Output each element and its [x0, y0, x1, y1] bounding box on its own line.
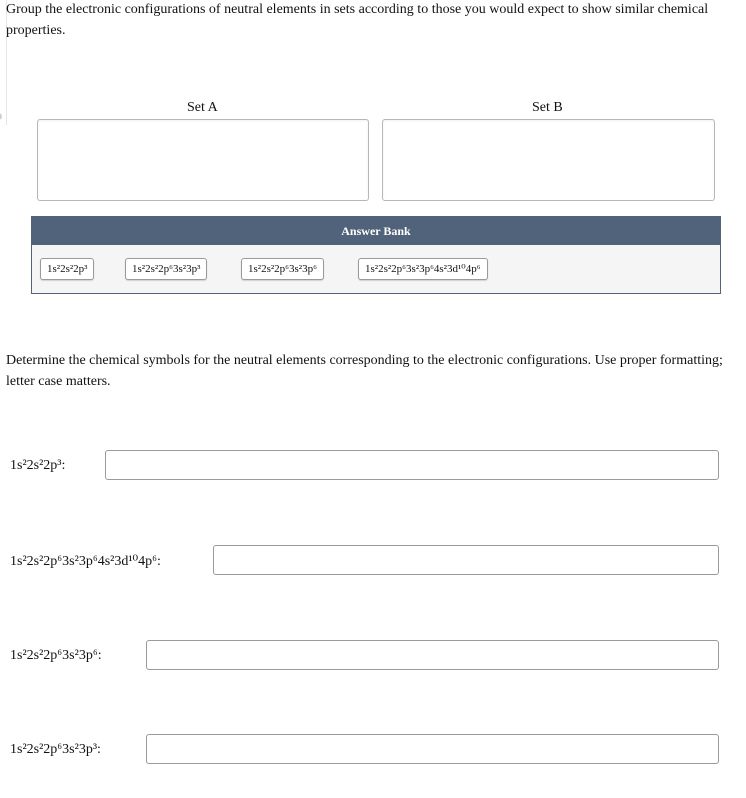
answer-bank-title: Answer Bank: [32, 217, 720, 245]
answer-bank-items: [32, 245, 720, 293]
answer-chip[interactable]: 1s²2s²2p⁶3s²3p⁶4s²3d¹⁰4p⁶: [358, 258, 488, 280]
symbol-input-1[interactable]: [105, 450, 719, 480]
question-label-nitrogen-config: 1s²2s²2p³:: [10, 458, 66, 473]
symbol-input-4[interactable]: [146, 734, 719, 764]
symbol-input-2[interactable]: [213, 545, 719, 575]
question-label-phosphorus-config: 1s²2s²2p⁶3s²3p³:: [10, 742, 101, 757]
answer-bank: [31, 216, 721, 294]
set-a-label: Set A: [187, 100, 218, 115]
symbol-instructions: Determine the chemical symbols for the neutral elements corresponding to the electronic configurations. Use proper formatting; letter case matters.: [6, 353, 723, 389]
answer-chip[interactable]: 1s²2s²2p³: [40, 258, 94, 280]
sort-instructions: Group the electronic configurations of neutral elements in sets according to those you would expect to show similar chemical properties.: [6, 2, 709, 38]
watermark-logo-icon: [0, 113, 2, 120]
question-label-krypton-config: 1s²2s²2p⁶3s²3p⁶4s²3d¹⁰4p⁶:: [10, 554, 161, 569]
set-b-label: Set B: [532, 100, 563, 115]
symbol-input-3[interactable]: [146, 640, 719, 670]
answer-chip[interactable]: 1s²2s²2p⁶3s²3p⁶: [241, 258, 324, 280]
question-label-argon-config: 1s²2s²2p⁶3s²3p⁶:: [10, 648, 102, 663]
set-a-dropzone[interactable]: [37, 119, 369, 201]
answer-chip[interactable]: 1s²2s²2p⁶3s²3p³: [125, 258, 207, 280]
set-b-dropzone[interactable]: [382, 119, 715, 201]
